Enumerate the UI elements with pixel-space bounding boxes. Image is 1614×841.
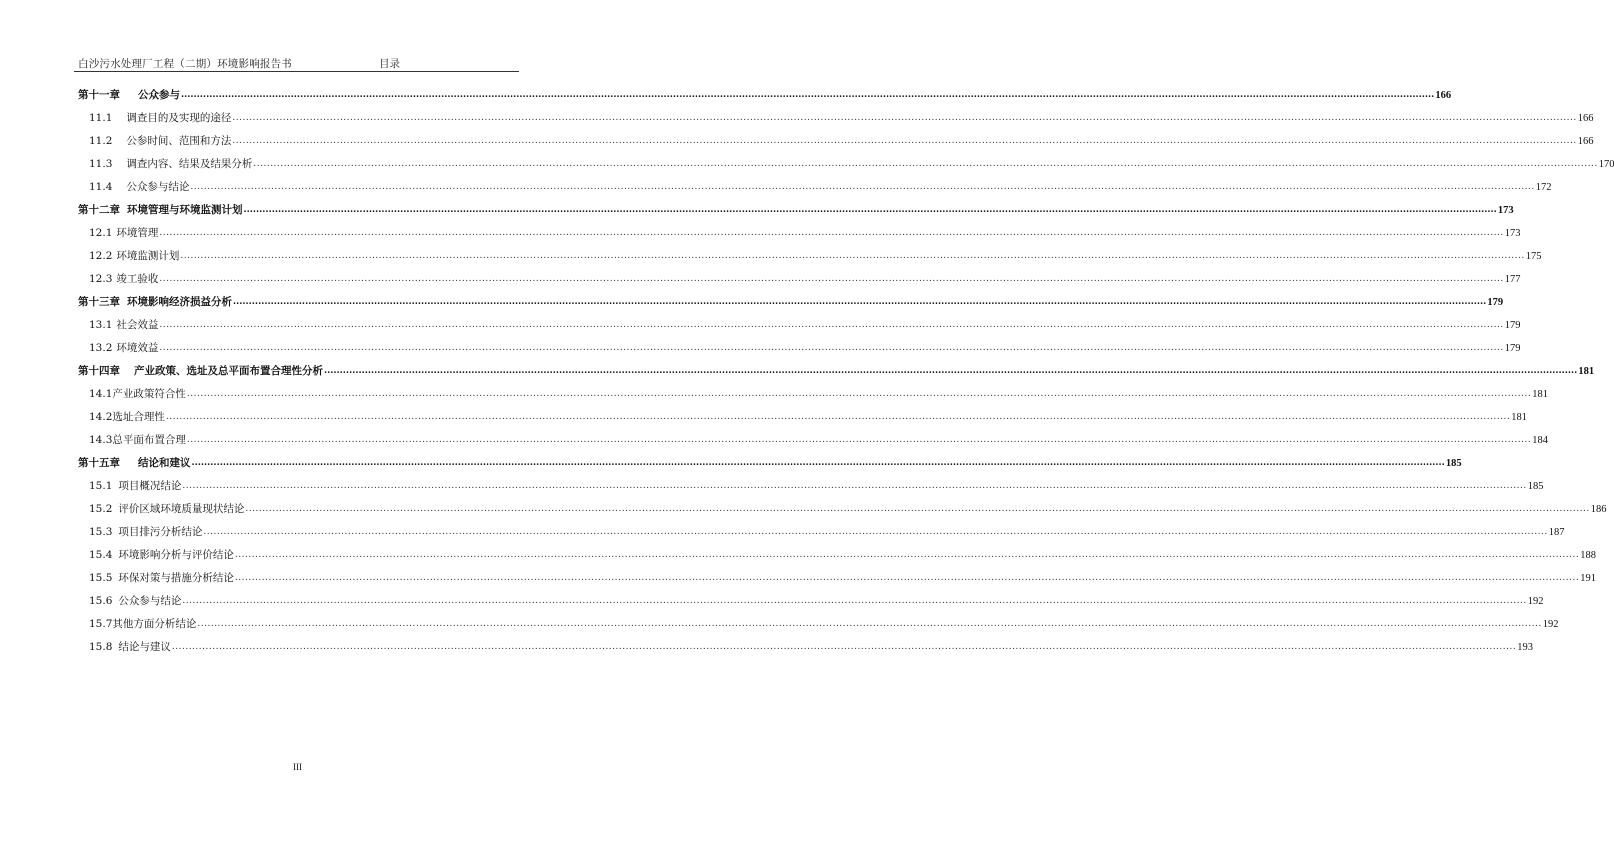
dot-leader: ................................................................................................................................................................................................................................................................................................................................................................................................................ [234, 573, 1580, 583]
dot-leader: ................................................................................................................................................................................................................................................................................................................................................................................................................ [233, 297, 1487, 307]
dot-leader: ................................................................................................................................................................................................................................................................................................................................................................................................................ [181, 90, 1435, 100]
toc-title: 调查目的及实现的途径 [126, 112, 232, 124]
toc-entry-row[interactable] [78, 107, 1594, 130]
toc-number: 第十一章 [78, 89, 120, 101]
toc-page-number: 181 [1511, 412, 1527, 423]
dot-leader: ................................................................................................................................................................................................................................................................................................................................................................................................................ [180, 251, 1525, 261]
toc-title: 项目排污分析结论 [118, 526, 203, 538]
toc-page-number: 192 [1527, 596, 1544, 607]
toc-number: 15.6 [89, 595, 113, 607]
toc-title: 公众参与结论 [118, 595, 182, 607]
toc-page-number: 184 [1532, 435, 1548, 446]
document-title: 白沙污水处理厂工程（二期）环境影响报告书 [78, 58, 292, 70]
toc-chapter-row[interactable] [78, 360, 1595, 383]
toc-title: 结论与建议 [118, 641, 171, 653]
toc-page-number: 166 [1577, 113, 1594, 124]
toc-number: 11.1 [89, 112, 113, 124]
dot-leader: ................................................................................................................................................................................................................................................................................................................................................................................................................ [232, 113, 1577, 123]
toc-entry-row[interactable] [78, 314, 1521, 337]
toc-entry-row[interactable] [78, 429, 1548, 452]
toc-title: 总平面布置合理 [112, 434, 186, 446]
toc-number: 15.1 [89, 480, 113, 492]
toc-page-number: 181 [1578, 366, 1595, 377]
dot-leader: ................................................................................................................................................................................................................................................................................................................................................................................................................ [197, 619, 1542, 629]
toc-page-number: 187 [1548, 527, 1565, 538]
toc-entry-row[interactable] [78, 337, 1521, 360]
toc-entry-row[interactable] [78, 544, 1596, 567]
toc-number: 14.3 [89, 434, 113, 446]
toc-chapter-row[interactable] [78, 452, 1462, 475]
dot-leader: ................................................................................................................................................................................................................................................................................................................................................................................................................ [253, 159, 1598, 169]
section-name: 目录 [379, 58, 400, 70]
toc-page-number: 185 [1445, 458, 1462, 469]
toc-entry-row[interactable] [78, 268, 1521, 291]
toc-page-number: 172 [1535, 182, 1552, 193]
toc-number: 11.4 [89, 181, 113, 193]
toc-number: 第十五章 [78, 457, 120, 469]
toc-entry-row[interactable] [78, 475, 1544, 498]
toc-title: 产业政策符合性 [112, 388, 186, 400]
toc-entry-row[interactable] [78, 498, 1607, 521]
toc-page-number: 192 [1542, 619, 1559, 630]
toc-title: 项目概况结论 [118, 480, 182, 492]
toc-number: 15.2 [89, 503, 113, 515]
toc-number: 15.8 [89, 641, 113, 653]
toc-page-number: 179 [1504, 320, 1521, 331]
toc-title: 环境管理与环境监测计划 [127, 204, 243, 216]
toc-title: 评价区域环境质量现状结论 [118, 503, 245, 515]
toc-entry-row[interactable] [78, 245, 1542, 268]
toc-title: 调查内容、结果及结果分析 [126, 158, 253, 170]
toc-entry-row[interactable] [78, 567, 1596, 590]
page-number: III [293, 762, 302, 772]
dot-leader: ................................................................................................................................................................................................................................................................................................................................................................................................................ [186, 435, 1532, 445]
dot-leader: ................................................................................................................................................................................................................................................................................................................................................................................................................ [159, 343, 1504, 353]
dot-leader: ................................................................................................................................................................................................................................................................................................................................................................................................................ [191, 458, 1445, 468]
dot-leader: ................................................................................................................................................................................................................................................................................................................................................................................................................ [186, 389, 1532, 399]
dot-leader: ................................................................................................................................................................................................................................................................................................................................................................................................................ [243, 205, 1497, 215]
toc-number: 15.3 [89, 526, 113, 538]
dot-leader: ................................................................................................................................................................................................................................................................................................................................................................................................................ [232, 136, 1577, 146]
toc-page-number: 179 [1504, 343, 1521, 354]
toc-page-number: 166 [1435, 90, 1452, 101]
toc-title: 产业政策、选址及总平面布置合理性分析 [134, 365, 323, 377]
toc-number: 12.1 [89, 227, 113, 239]
toc-chapter-row[interactable] [78, 84, 1452, 107]
toc-number: 15.5 [89, 572, 113, 584]
toc-title: 公众参与结论 [126, 181, 190, 193]
toc-title: 结论和建议 [138, 457, 191, 469]
toc-number: 12.2 [89, 250, 113, 262]
toc-title: 公众参与 [138, 89, 180, 101]
toc-title: 环保对策与措施分析结论 [118, 572, 234, 584]
toc-title: 公参时间、范围和方法 [126, 135, 232, 147]
dot-leader: ................................................................................................................................................................................................................................................................................................................................................................................................................ [182, 481, 1527, 491]
toc-title: 环境效益 [116, 342, 159, 354]
toc-page-number: 175 [1525, 251, 1542, 262]
dot-leader: ................................................................................................................................................................................................................................................................................................................................................................................................................ [234, 550, 1580, 560]
toc-chapter-row[interactable] [78, 291, 1504, 314]
toc-number: 12.3 [89, 273, 113, 285]
toc-entry-row[interactable] [78, 222, 1521, 245]
toc-number: 14.1 [89, 388, 113, 400]
toc-title: 环境影响经济损益分析 [127, 296, 232, 308]
toc-page-number: 177 [1504, 274, 1521, 285]
toc-entry-row[interactable] [78, 636, 1533, 659]
toc-page-number: 173 [1504, 228, 1521, 239]
toc-number: 11.2 [89, 135, 113, 147]
toc-number: 15.4 [89, 549, 113, 561]
toc-entry-row[interactable] [78, 130, 1594, 153]
toc-page-number: 179 [1487, 297, 1504, 308]
dot-leader: ................................................................................................................................................................................................................................................................................................................................................................................................................ [190, 182, 1535, 192]
dot-leader: ................................................................................................................................................................................................................................................................................................................................................................................................................ [182, 596, 1527, 606]
toc-page-number: 188 [1580, 550, 1596, 561]
toc-title: 环境监测计划 [116, 250, 180, 262]
dot-leader: ................................................................................................................................................................................................................................................................................................................................................................................................................ [165, 412, 1511, 422]
toc-number: 13.2 [89, 342, 113, 354]
toc-page-number: 181 [1532, 389, 1548, 400]
toc-page-number: 185 [1527, 481, 1544, 492]
toc-entry-row[interactable] [78, 521, 1565, 544]
toc-page-number: 186 [1590, 504, 1607, 515]
running-header [78, 56, 518, 72]
toc-number: 15.7 [89, 618, 113, 630]
toc-title: 选址合理性 [112, 411, 165, 423]
header-divider [74, 71, 519, 72]
toc-number: 13.1 [89, 319, 113, 331]
toc-title: 环境影响分析与评价结论 [118, 549, 234, 561]
toc-page-number: 191 [1580, 573, 1596, 584]
toc-chapter-row[interactable] [78, 199, 1514, 222]
toc-number: 11.3 [89, 158, 113, 170]
toc-title: 环境管理 [116, 227, 159, 239]
toc-page-number: 173 [1497, 205, 1514, 216]
toc-entry-row[interactable] [78, 383, 1548, 406]
toc-title: 其他方面分析结论 [112, 618, 197, 630]
table-of-contents [78, 84, 1614, 659]
toc-number: 14.2 [89, 411, 113, 423]
toc-title: 社会效益 [116, 319, 159, 331]
toc-number: 第十二章 [78, 204, 120, 216]
toc-entry-row[interactable] [78, 176, 1552, 199]
dot-leader: ................................................................................................................................................................................................................................................................................................................................................................................................................ [324, 366, 1578, 376]
toc-entry-row[interactable] [78, 613, 1559, 636]
dot-leader: ................................................................................................................................................................................................................................................................................................................................................................................................................ [203, 527, 1548, 537]
toc-number: 第十三章 [78, 296, 120, 308]
dot-leader: ................................................................................................................................................................................................................................................................................................................................................................................................................ [159, 274, 1504, 284]
toc-entry-row[interactable] [78, 406, 1527, 429]
toc-page-number: 170 [1598, 159, 1614, 170]
toc-title: 竣工验收 [116, 273, 159, 285]
toc-page-number: 193 [1517, 642, 1533, 653]
dot-leader: ................................................................................................................................................................................................................................................................................................................................................................................................................ [159, 228, 1504, 238]
toc-number: 第十四章 [78, 365, 120, 377]
dot-leader: ................................................................................................................................................................................................................................................................................................................................................................................................................ [159, 320, 1504, 330]
dot-leader: ................................................................................................................................................................................................................................................................................................................................................................................................................ [171, 642, 1517, 652]
dot-leader: ................................................................................................................................................................................................................................................................................................................................................................................................................ [245, 504, 1590, 514]
toc-entry-row[interactable] [78, 590, 1544, 613]
toc-entry-row[interactable] [78, 153, 1614, 176]
toc-page-number: 166 [1577, 136, 1594, 147]
